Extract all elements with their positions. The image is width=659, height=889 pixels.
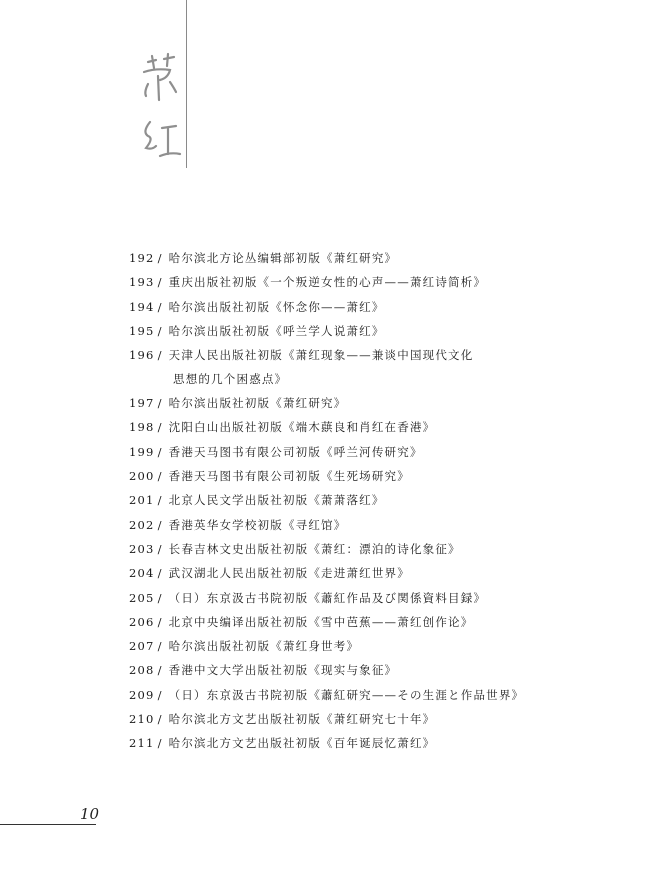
entry-number: 195 bbox=[129, 323, 155, 338]
entry-separator: / bbox=[157, 517, 163, 532]
entry-number: 193 bbox=[129, 275, 155, 290]
list-item bbox=[129, 541, 629, 565]
entry-text: 哈尔滨北方文艺出版社初版《百年诞辰忆萧红》 bbox=[168, 736, 436, 751]
entry-separator: / bbox=[157, 566, 163, 581]
entry-separator: / bbox=[157, 275, 163, 290]
entry-number: 208 bbox=[129, 663, 155, 678]
list-item bbox=[129, 662, 629, 686]
entry-separator: / bbox=[157, 541, 163, 556]
entry-text: 武汉湖北人民出版社初版《走进萧红世界》 bbox=[168, 566, 410, 581]
entry-number: 199 bbox=[129, 444, 155, 459]
entry-text: 北京中央编译出版社初版《雪中芭蕉——萧红创作论》 bbox=[168, 614, 474, 629]
entry-separator: / bbox=[157, 493, 163, 508]
page-number: 10 bbox=[80, 805, 100, 823]
entry-text: 北京人民文学出版社初版《萧萧落红》 bbox=[168, 493, 385, 508]
entry-text: 香港中文大学出版社初版《现实与象征》 bbox=[168, 663, 398, 678]
list-item bbox=[129, 347, 629, 395]
list-item bbox=[129, 323, 629, 347]
entry-number: 200 bbox=[129, 469, 155, 484]
entry-text: 哈尔滨出版社初版《萧红研究》 bbox=[168, 396, 347, 411]
entry-text: 沈阳白山出版社初版《端木蕻良和肖红在香港》 bbox=[168, 420, 436, 435]
entry-number: 211 bbox=[129, 736, 155, 751]
entry-number: 197 bbox=[129, 396, 155, 411]
entry-separator: / bbox=[157, 663, 163, 678]
list-item bbox=[129, 565, 629, 589]
list-item bbox=[129, 419, 629, 443]
entry-number: 202 bbox=[129, 517, 155, 532]
list-item bbox=[129, 735, 629, 759]
list-item bbox=[129, 492, 629, 516]
entry-text: 香港天马图书有限公司初版《呼兰河传研究》 bbox=[168, 444, 423, 459]
entry-separator: / bbox=[157, 444, 163, 459]
entry-text: 长春吉林文史出版社初版《萧红：漂泊的诗化象征》 bbox=[168, 541, 461, 556]
entry-text: 天津人民出版社初版《萧红现象——兼谈中国现代文化 bbox=[168, 348, 474, 363]
entry-number: 209 bbox=[129, 687, 155, 702]
entry-text: 哈尔滨北方文艺出版社初版《萧红研究七十年》 bbox=[168, 712, 436, 727]
entry-separator: / bbox=[157, 323, 163, 338]
entry-text: （日）东京汲古书院初版《蕭紅作品及び関係資料目録》 bbox=[168, 590, 487, 605]
entry-text: 哈尔滨出版社初版《萧红身世考》 bbox=[168, 639, 360, 654]
entry-separator: / bbox=[157, 348, 163, 363]
entry-separator: / bbox=[157, 299, 163, 314]
entry-number: 201 bbox=[129, 493, 155, 508]
page-number-rule bbox=[0, 824, 96, 825]
calligraphy-logo bbox=[134, 52, 186, 170]
list-item bbox=[129, 614, 629, 638]
list-item bbox=[129, 250, 629, 274]
entry-separator: / bbox=[157, 614, 163, 629]
entry-separator: / bbox=[157, 469, 163, 484]
list-item bbox=[129, 638, 629, 662]
entry-number: 204 bbox=[129, 566, 155, 581]
list-item bbox=[129, 395, 629, 419]
entry-separator: / bbox=[157, 420, 163, 435]
entry-number: 206 bbox=[129, 614, 155, 629]
entry-text: 哈尔滨出版社初版《怀念你——萧红》 bbox=[168, 299, 385, 314]
entry-text: 重庆出版社初版《一个叛逆女性的心声——萧红诗简析》 bbox=[168, 275, 487, 290]
entry-separator: / bbox=[157, 396, 163, 411]
entry-number: 192 bbox=[129, 251, 155, 265]
list-item bbox=[129, 517, 629, 541]
entry-separator: / bbox=[157, 251, 163, 265]
entry-separator: / bbox=[157, 736, 163, 751]
entry-number: 205 bbox=[129, 590, 155, 605]
entry-number: 203 bbox=[129, 541, 155, 556]
entry-text: 哈尔滨出版社初版《呼兰学人说萧红》 bbox=[168, 323, 385, 338]
list-item bbox=[129, 687, 629, 711]
entry-separator: / bbox=[157, 712, 163, 727]
list-item bbox=[129, 711, 629, 735]
entry-number: 207 bbox=[129, 639, 155, 654]
entry-text-continuation: 思想的几个困惑点》 bbox=[173, 372, 288, 387]
entry-text: 香港英华女学校初版《寻红馆》 bbox=[168, 517, 347, 532]
list-item bbox=[129, 444, 629, 468]
entry-number: 198 bbox=[129, 420, 155, 435]
entry-separator: / bbox=[157, 590, 163, 605]
entry-text: 香港天马图书有限公司初版《生死场研究》 bbox=[168, 469, 410, 484]
list-item bbox=[129, 468, 629, 492]
header-divider-line bbox=[186, 0, 187, 168]
entry-number: 194 bbox=[129, 299, 155, 314]
list-item bbox=[129, 299, 629, 323]
entry-text: 哈尔滨北方论丛编辑部初版《萧红研究》 bbox=[168, 251, 398, 265]
list-item bbox=[129, 274, 629, 298]
entry-text: （日）东京汲古书院初版《蕭紅研究——その生涯と作品世界》 bbox=[168, 687, 525, 702]
list-item bbox=[129, 590, 629, 614]
entry-separator: / bbox=[157, 639, 163, 654]
bibliography-list bbox=[129, 250, 629, 760]
entry-number: 196 bbox=[129, 348, 155, 363]
entry-number: 210 bbox=[129, 712, 155, 727]
entry-separator: / bbox=[157, 687, 163, 702]
